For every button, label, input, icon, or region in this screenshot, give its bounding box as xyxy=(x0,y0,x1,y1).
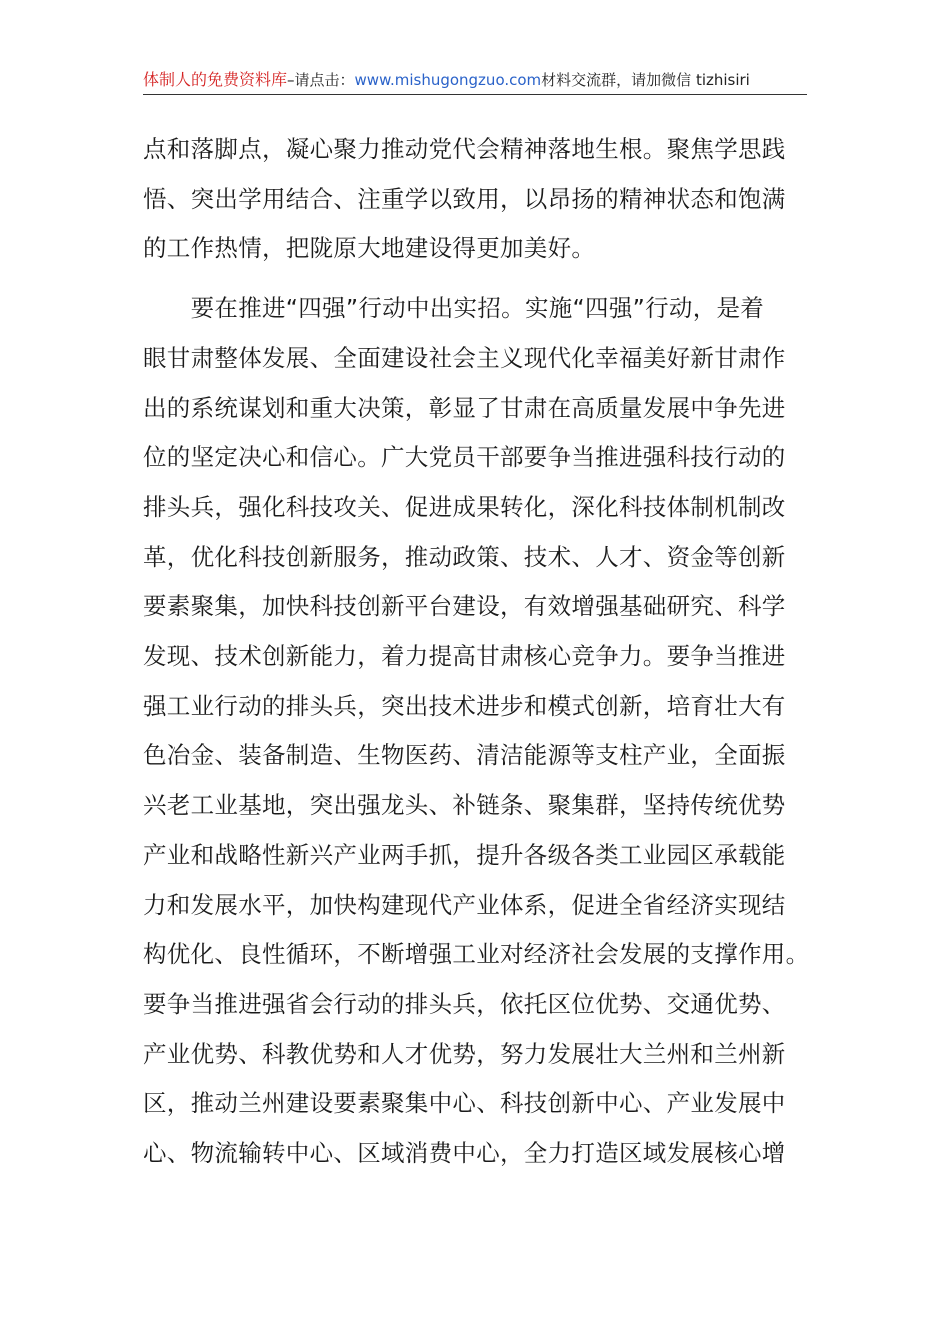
text-line: 心、物流输转中心、区域消费中心，全力打造区域发展核心增 xyxy=(143,1139,786,1168)
text-line: 产业和战略性新兴产业两手抓，提升各级各类工业园区承载能 xyxy=(143,840,786,869)
text-line: 兴老工业基地，突出强龙头、补链条、聚集群，坚持传统优势 xyxy=(143,791,786,820)
text-line: 点和落脚点，凝心聚力推动党代会精神落地生根。聚焦学思践 xyxy=(143,135,786,163)
text-line: 要争当推进强省会行动的排头兵，依托区位优势、交通优势、 xyxy=(143,989,786,1018)
text-line: 产业优势、科教优势和人才优势，努力发展壮大兰州和兰州新 xyxy=(143,1039,786,1068)
header-brand: 体制人的免费资料库 xyxy=(143,70,288,89)
text-line: 的工作热情，把陇原大地建设得更加美好。 xyxy=(143,234,596,263)
text-line: 发现、技术创新能力，着力提高甘肃核心竞争力。要争当推进 xyxy=(143,642,786,671)
paragraph-gap xyxy=(143,274,811,284)
paragraph-1 xyxy=(143,125,811,274)
text-line: 悟、突出学用结合、注重学以致用，以昂扬的精神状态和饱满 xyxy=(143,184,786,213)
header-suffix: 材料交流群，请加微信 tizhisiri xyxy=(541,71,750,89)
text-line: 位的坚定决心和信心。广大党员干部要争当推进强科技行动的 xyxy=(143,443,786,472)
text-line: 排头兵，强化科技攻关、促进成果转化，深化科技体制机制改 xyxy=(143,492,786,521)
text-line: 要在推进“四强”行动中出实招。实施“四强”行动，是着 xyxy=(143,294,765,323)
text-line: 区，推动兰州建设要素聚集中心、科技创新中心、产业发展中 xyxy=(143,1089,786,1118)
text-line: 革，优化科技创新服务，推动政策、技术、人才、资金等创新 xyxy=(143,542,786,571)
text-line: 构优化、良性循环，不断增强工业对经济社会发展的支撑作用。 xyxy=(143,940,810,969)
document-body xyxy=(143,125,811,1179)
text-line: 出的系统谋划和重大决策，彰显了甘肃在高质量发展中争先进 xyxy=(143,393,786,422)
text-line: 强工业行动的排头兵，突出技术进步和模式创新，培育壮大有 xyxy=(143,691,786,720)
header-site-link[interactable]: www.mishugongzuo.com xyxy=(354,71,542,89)
text-line: 眼甘肃整体发展、全面建设社会主义现代化幸福美好新甘肃作 xyxy=(143,343,786,372)
text-line: 力和发展水平，加快构建现代产业体系，促进全省经济实现结 xyxy=(143,890,786,919)
paragraph-2 xyxy=(143,284,811,1179)
text-line: 要素聚集，加快科技创新平台建设，有效增强基础研究、科学 xyxy=(143,592,786,621)
header-prompt: –请点击： xyxy=(287,71,355,89)
text-line: 色冶金、装备制造、生物医药、清洁能源等支柱产业，全面振 xyxy=(143,741,786,770)
page-header xyxy=(143,66,807,95)
